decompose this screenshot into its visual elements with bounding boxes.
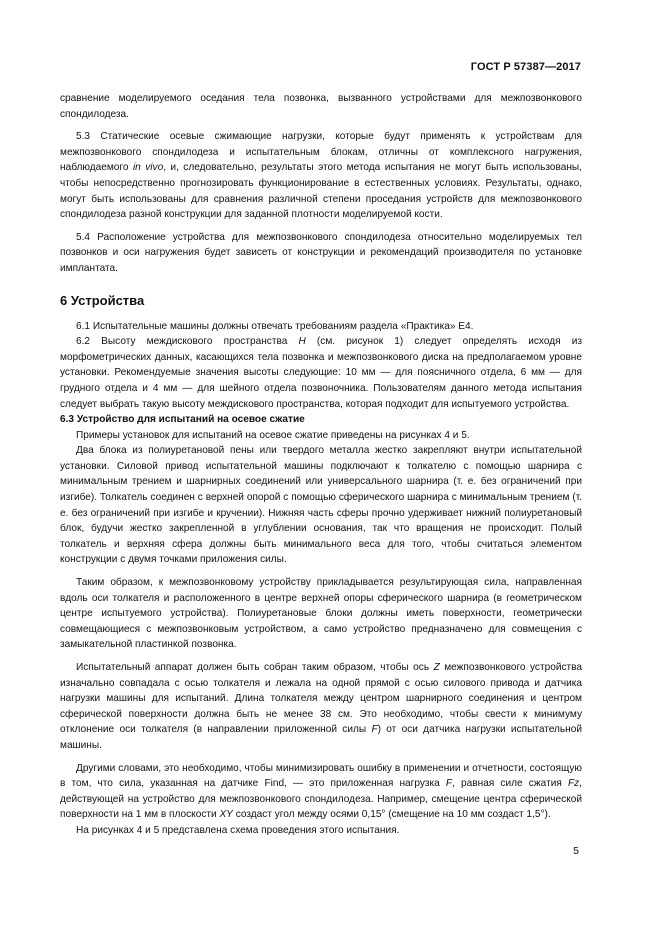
text-run: межпозвонкового устройства изначально совпадала с осью толкателя и лежала на одной прямой с осью силового привода и датчика нагрузки машины для испытаний. Длина толкателя между центром шарнирного соединения и центром сферической поверхности должна быть не менее 38 см. Это необходимо, чтобы свести к минимуму отклонение оси толкателя (в направлении приложенной силы bbox=[60, 662, 582, 736]
paragraph: сравнение моделируемого оседания тела позвонка, вызванного устройствами для межпозвонкового спондилодеза. bbox=[60, 93, 582, 120]
paragraph bbox=[60, 761, 582, 823]
paragraph-5-4: 5.4 Расположение устройства для межпозвонкового спондилодеза относительно моделируемых тел позвонков и оси нагружения будет зависеть от конструкции и рекомендаций производителя по установке имплантата. bbox=[60, 231, 582, 274]
text-run: 5.3 Статические осевые сжимающие нагрузки, которые будут применять к устройствам для межпозвонкового спондилодеза и испытательным блокам, отличны от комплексного нагружения, наблюдаемого bbox=[60, 131, 582, 174]
italic-run: H bbox=[298, 336, 306, 348]
italic-run: Fz bbox=[567, 778, 580, 790]
italic-run: F bbox=[445, 778, 453, 790]
page-number: 5 bbox=[573, 845, 579, 857]
paragraph: Таким образом, к межпозвонковому устройству прикладывается результирующая сила, направленная вдоль оси толкателя и расположенного в центре верхней опоры сферического шарнира (в геометрическом центре испытуемого устройства). Полиуретановые блоки должны иметь поверхности, геометрически совмещающиеся с межпозвонковым устройством, а само устройство предназначено для совмещения с замыкательной пластинкой позвонка. bbox=[60, 577, 582, 651]
text-run: Другими словами, это необходимо, чтобы минимизировать ошибку в применении и отчетности, состоящую в том, что сила, указанная на датчике Find, — это приложенная нагрузка bbox=[60, 762, 582, 790]
italic-run: Z bbox=[433, 662, 440, 673]
section-6-3-heading: 6.3 Устройство для испытаний на осевое сжатие bbox=[60, 414, 305, 426]
paragraph: Два блока из полиуретановой пены или твердого металла жестко закрепляют внутри испытательной установки. Силовой привод испытательной машины подключают к толкателю с помощью шарнира с минимальным трением и шарнирных соединений или универсального шарнира (т. е. без ограничений при изгибе). Толкатель соединен с верхней опорой с помощью сферического шарнира с минимальным трением (т. е. без ограничений при изгибе и кручении). Нижняя часть сферы прочно удерживает нижний полиуретановый блок, будучи жестко закрепленной в углублении основания, так что вращения не происходит. Полый толкатель и верхняя сфера должны быть минимального веса для того, чтобы считаться элементом конструкции с двумя точками приложения силы. bbox=[60, 445, 582, 566]
text-run: Испытательный аппарат должен быть собран таким образом, чтобы ось bbox=[76, 662, 434, 673]
paragraph-5-3 bbox=[60, 129, 582, 223]
section-6-heading: 6 Устройства bbox=[60, 292, 145, 308]
paragraph: На рисунках 4 и 5 представлена схема проведения этого испытания. bbox=[76, 824, 400, 836]
text-run: создаст угол между осями 0,15° (смещение на 10 мм создаст 1,5°). bbox=[232, 809, 551, 821]
paragraph-6-1: 6.1 Испытательные машины должны отвечать требованиям раздела «Практика» Е4. bbox=[76, 320, 474, 332]
italic-run: F bbox=[371, 724, 378, 736]
document-code: ГОСТ Р 57387—2017 bbox=[470, 61, 581, 73]
paragraph bbox=[60, 660, 582, 754]
text-run: 6.2 Высоту междискового пространства bbox=[76, 336, 299, 348]
italic-run: in vivo bbox=[132, 162, 164, 174]
page-body bbox=[60, 91, 582, 839]
paragraph-6-2 bbox=[60, 334, 582, 412]
text-run: , действующей на устройство для межпозвонкового спондилодеза. Например, смещение центра сферической поверхности на 1 мм в плоскости bbox=[60, 778, 582, 821]
paragraph: Примеры установок для испытаний на осевое сжатие приведены на рисунках 4 и 5. bbox=[76, 429, 470, 441]
italic-run: XY bbox=[219, 809, 233, 821]
text-run: (см. рисунок 1) следует определять исходя из морфометрических данных, касающихся тела позвонка и межпозвонкового диска на предполагаемом уровне установки. Рекомендуемые значения высоты следующие: 10 мм — для поясничного отдела, 6 мм — для грудного отдела и 4 мм — для шейного отдела позвоночника. Пользователям данного метода испытания следует выбрать такую высоту междискового пространства, которая подходит для испытуемого устройства. bbox=[60, 336, 582, 410]
text-run: ) от оси датчика нагрузки испытательной машины. bbox=[60, 724, 582, 751]
text-run: , и, следовательно, результаты этого метода испытания не могут быть использованы, чтобы непосредственно прогнозировать функционирование в естественных условиях. Результаты, однако, могут быть использованы для сравнения различной степени проседания устройств для межпозвонкового спондилодеза разной конструкции для заданной плотности моделируемой кости. bbox=[60, 162, 582, 221]
text-run: , равная силе сжатия bbox=[452, 778, 568, 790]
